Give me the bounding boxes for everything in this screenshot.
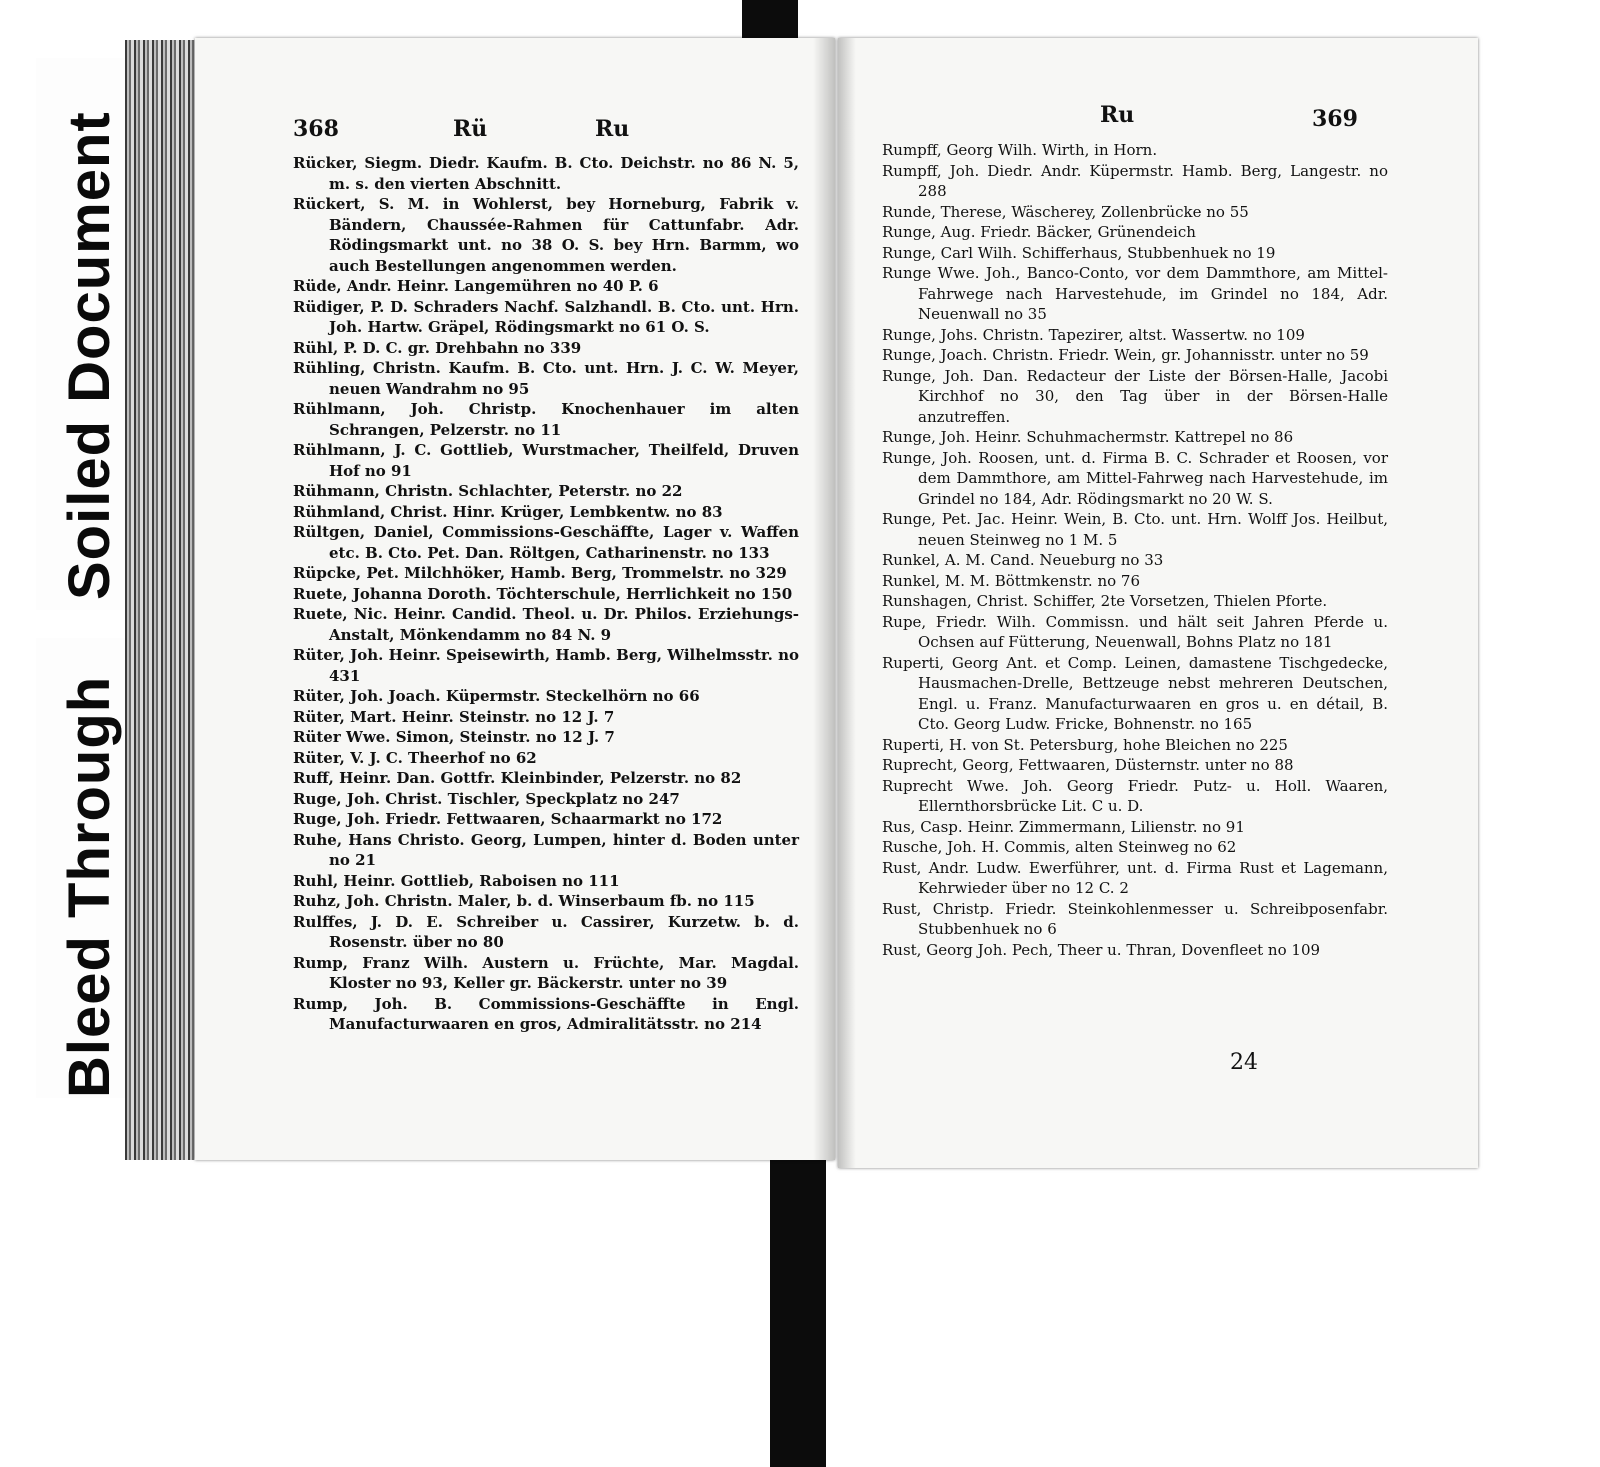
directory-entry: Runkel, M. M. Böttmkenstr. no 76 xyxy=(882,571,1140,590)
directory-entry: Rusche, Joh. H. Commis, alten Steinweg no 62 xyxy=(882,838,1237,856)
directory-entry: Rulffes, J. D. E. Schreiber u. Cassirer, Kurzetw. b. d. Rosenstr. über no 80 xyxy=(293,912,799,951)
directory-entry: Rüpcke, Pet. Milchhöker, Hamb. Berg, Trommelstr. no 329 xyxy=(293,564,787,582)
directory-entry: Ruff, Heinr. Dan. Gottfr. Kleinbinder, Pelzerstr. no 82 xyxy=(293,769,742,787)
binding-strip-bottom xyxy=(770,1150,826,1467)
directory-entry: Rus, Casp. Heinr. Zimmermann, Lilienstr. no 91 xyxy=(882,817,1245,836)
directory-entry: Ruprecht Wwe. Joh. Georg Friedr. Putz- u. Holl. Waaren, Ellernthorsbrücke Lit. C u. D. xyxy=(882,776,1388,815)
directory-entry: Rücker, Siegm. Diedr. Kaufm. B. Cto. Deichstr. no 86 N. 5, m. s. den vierten Abschnitt. xyxy=(293,154,799,193)
directory-entry: Rüter Wwe. Simon, Steinstr. no 12 J. 7 xyxy=(293,728,615,746)
running-header-center: Rü xyxy=(453,116,488,142)
directory-entry: Rühmann, Christn. Schlachter, Peterstr. no 22 xyxy=(293,482,683,500)
directory-entry: Ruhe, Hans Christo. Georg, Lumpen, hinter d. Boden unter no 21 xyxy=(293,830,799,869)
directory-entry: Runge, Joach. Christn. Friedr. Wein, gr. Johannisstr. unter no 59 xyxy=(882,346,1369,364)
directory-entry: Runshagen, Christ. Schiffer, 2te Vorsetzen, Thielen Pforte. xyxy=(882,592,1328,610)
directory-entry: Rust, Andr. Ludw. Ewerführer, unt. d. Firma Rust et Lagemann, Kehrwieder über no 12 C. 2 xyxy=(882,858,1388,897)
book-page-edges xyxy=(125,40,195,1160)
directory-entry: Rüter, Mart. Heinr. Steinstr. no 12 J. 7 xyxy=(293,707,615,726)
soiled-document-stamp: Soiled Document xyxy=(57,111,122,600)
page-number: 369 xyxy=(1312,106,1358,132)
directory-entry: Rüter, Joh. Heinr. Speisewirth, Hamb. Berg, Wilhelmsstr. no 431 xyxy=(293,646,799,685)
directory-entry: Ruge, Joh. Christ. Tischler, Speckplatz no 247 xyxy=(293,789,680,808)
directory-entry: Runge, Aug. Friedr. Bäcker, Grünendeich xyxy=(882,223,1196,241)
gutter-shadow xyxy=(813,38,835,1160)
directory-entry: Ruhz, Joh. Christn. Maler, b. d. Winserbaum fb. no 115 xyxy=(293,892,755,910)
directory-entry: Ruete, Nic. Heinr. Candid. Theol. u. Dr. Philos. Erziehungs-Anstalt, Mönkendamm no 84 N. 9 xyxy=(293,605,799,644)
directory-entry: Rühl, P. D. C. gr. Drehbahn no 339 xyxy=(293,338,582,357)
directory-entry: Ruhl, Heinr. Gottlieb, Raboisen no 111 xyxy=(293,871,620,890)
directory-entry: Rühmland, Christ. Hinr. Krüger, Lembkentw. no 83 xyxy=(293,502,723,521)
directory-entry: Runge, Joh. Roosen, unt. d. Firma B. C. Schrader et Roosen, vor dem Dammthore, am Mittel-Fahrweg nach Harvestehude, im Grindel no 184, Adr. Rödingsmarkt no 20 W. S. xyxy=(882,448,1388,508)
left-page xyxy=(195,38,835,1160)
directory-entry: Rühlmann, Joh. Christp. Knochenhauer im alten Schrangen, Pelzerstr. no 11 xyxy=(293,400,799,439)
directory-entry: Rüde, Andr. Heinr. Langemühren no 40 P. 6 xyxy=(293,277,659,295)
directory-entry: Rust, Christp. Friedr. Steinkohlenmesser u. Schreibposenfabr. Stubbenhuek no 6 xyxy=(882,899,1388,938)
directory-entry: Rust, Georg Joh. Pech, Theer u. Thran, Dovenfleet no 109 xyxy=(882,940,1321,959)
directory-entries xyxy=(882,140,1388,960)
running-header-right: Ru xyxy=(595,116,630,142)
directory-entry: Runge Wwe. Joh., Banco-Conto, vor dem Dammthore, am Mittel-Fahrwege nach Harvestehude, im Grindel no 184, Adr. Neuenwall no 35 xyxy=(882,264,1388,323)
directory-entry: Runge, Pet. Jac. Heinr. Wein, B. Cto. unt. Hrn. Wolff Jos. Heilbut, neuen Steinweg no 1 M. 5 xyxy=(882,510,1388,549)
directory-entry: Rückert, S. M. in Wohlerst, bey Horneburg, Fabrik v. Bändern, Chaussée-Rahmen für Cattunfabr. Adr. Rödingsmarkt unt. no 38 O. S. bey Hrn. Barmm, wo auch Bestellungen angenommen werden. xyxy=(293,195,799,275)
directory-entry: Rültgen, Daniel, Commissions-Geschäffte, Lager v. Waffen etc. B. Cto. Pet. Dan. Röltgen, Catharinenstr. no 133 xyxy=(293,523,799,562)
stamp-divider xyxy=(36,610,128,638)
right-page xyxy=(838,38,1478,1168)
directory-entry: Ruperti, H. von St. Petersburg, hohe Bleichen no 225 xyxy=(882,735,1288,754)
gutter-shadow xyxy=(838,38,856,1168)
directory-entry: Rumpff, Georg Wilh. Wirth, in Horn. xyxy=(882,141,1158,159)
directory-entry: Ruprecht, Georg, Fettwaaren, Düsternstr. unter no 88 xyxy=(882,756,1294,774)
directory-entry: Rupe, Friedr. Wilh. Commissn. und hält seit Jahren Pferde u. Ochsen auf Fütterung, Neuenwall, Bohns Platz no 181 xyxy=(882,612,1388,651)
page-number: 368 xyxy=(293,116,339,142)
directory-entry: Runge, Johs. Christn. Tapezirer, altst. Wassertw. no 109 xyxy=(882,325,1305,344)
directory-entries xyxy=(293,153,799,1035)
directory-entry: Runge, Joh. Heinr. Schuhmachermstr. Kattrepel no 86 xyxy=(882,428,1294,446)
directory-entry: Rump, Franz Wilh. Austern u. Früchte, Mar. Magdal. Kloster no 93, Keller gr. Bäckerstr. unter no 39 xyxy=(293,953,799,992)
bleed-through-stamp: Bleed Through xyxy=(57,675,122,1098)
directory-entry: Rühling, Christn. Kaufm. B. Cto. unt. Hrn. J. C. W. Meyer, neuen Wandrahm no 95 xyxy=(293,359,799,398)
directory-entry: Rüter, Joh. Joach. Küpermstr. Steckelhörn no 66 xyxy=(293,687,700,705)
directory-entry: Rüter, V. J. C. Theerhof no 62 xyxy=(293,748,537,767)
directory-entry: Rump, Joh. B. Commissions-Geschäffte in Engl. Manufacturwaaren en gros, Admiralitätsstr. no 214 xyxy=(293,994,799,1033)
directory-entry: Runde, Therese, Wäscherey, Zollenbrücke no 55 xyxy=(882,202,1249,221)
directory-entry: Ruge, Joh. Friedr. Fettwaaren, Schaarmarkt no 172 xyxy=(293,810,723,828)
directory-entry: Rüdiger, P. D. Schraders Nachf. Salzhandl. B. Cto. unt. Hrn. Joh. Hartw. Gräpel, Rödingsmarkt no 61 O. S. xyxy=(293,297,799,336)
directory-entry: Ruete, Johanna Doroth. Töchterschule, Herrlichkeit no 150 xyxy=(293,584,793,603)
directory-entry: Runkel, A. M. Cand. Neueburg no 33 xyxy=(882,551,1164,569)
directory-entry: Runge, Carl Wilh. Schifferhaus, Stubbenhuek no 19 xyxy=(882,243,1276,262)
running-header-center: Ru xyxy=(1100,102,1135,128)
directory-entry: Rumpff, Joh. Diedr. Andr. Küpermstr. Hamb. Berg, Langestr. no 288 xyxy=(882,161,1388,200)
signature-mark: 24 xyxy=(1230,1050,1258,1075)
directory-entry: Rühlmann, J. C. Gottlieb, Wurstmacher, Theilfeld, Druven Hof no 91 xyxy=(293,441,799,480)
directory-entry: Runge, Joh. Dan. Redacteur der Liste der Börsen-Halle, Jacobi Kirchhof no 30, den Tag über in der Börsen-Halle anzutreffen. xyxy=(882,366,1388,426)
directory-entry: Ruperti, Georg Ant. et Comp. Leinen, damastene Tischgedecke, Hausmachen-Drelle, Bettzeuge nebst mehreren Deutschen, Engl. u. Franz. Manufacturwaaren en gros u. en détail, B. Cto. Georg Ludw. Fricke, Bohnenstr. no 165 xyxy=(882,653,1388,733)
